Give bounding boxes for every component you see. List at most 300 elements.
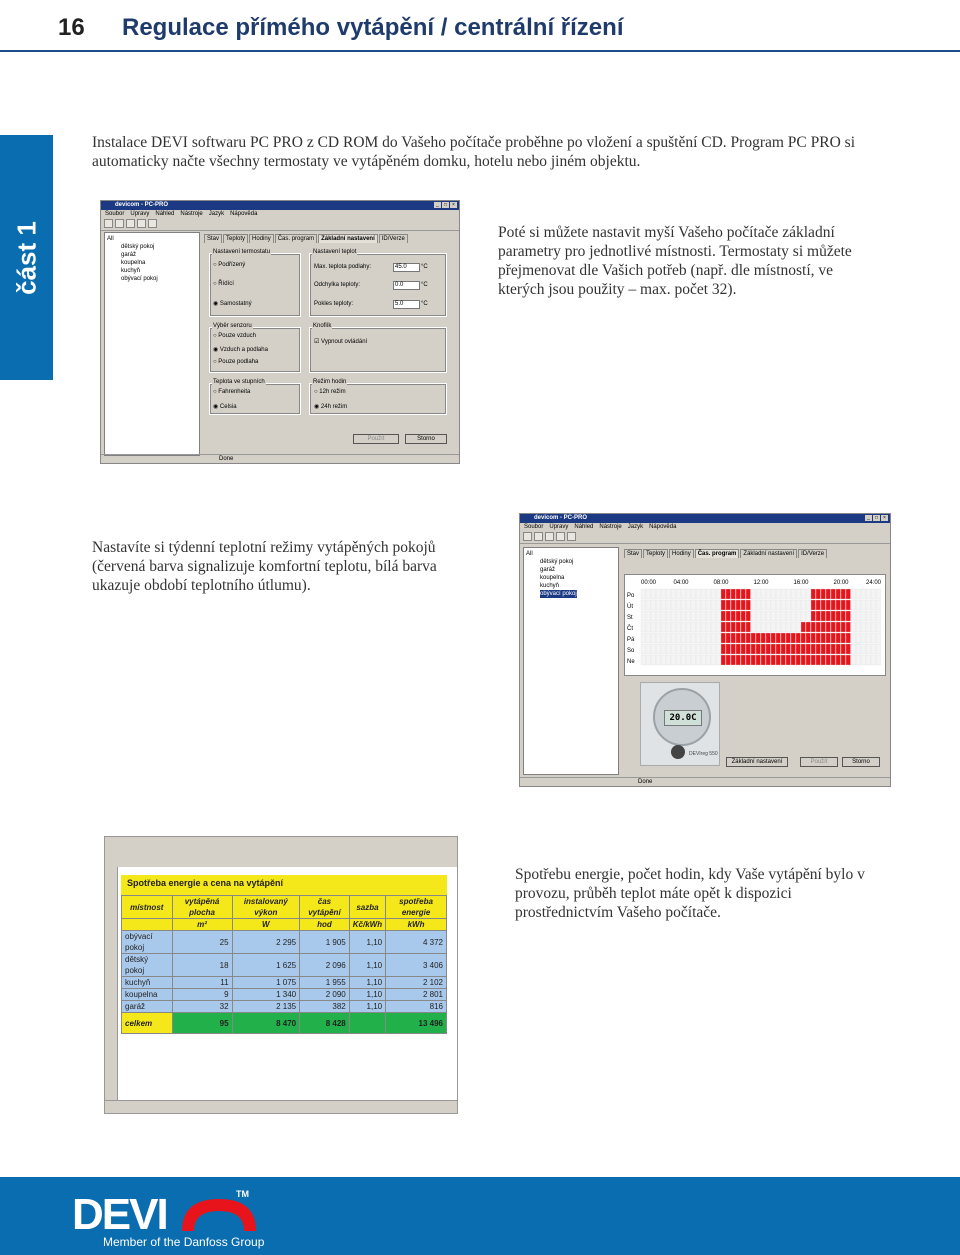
schedule-cell[interactable] xyxy=(806,622,811,632)
schedule-cell[interactable] xyxy=(781,600,786,610)
schedule-cell[interactable] xyxy=(651,589,656,599)
schedule-cell[interactable] xyxy=(656,644,661,654)
schedule-cell[interactable] xyxy=(846,655,851,665)
schedule-cell[interactable] xyxy=(726,633,731,643)
schedule-cell[interactable] xyxy=(686,644,691,654)
schedule-cell[interactable] xyxy=(761,622,766,632)
schedule-cell[interactable] xyxy=(656,622,661,632)
schedule-cell[interactable] xyxy=(811,600,816,610)
tree-item-selected[interactable]: obývací pokoj xyxy=(540,591,577,597)
schedule-cell[interactable] xyxy=(766,655,771,665)
schedule-cell[interactable] xyxy=(796,644,801,654)
schedule-cell[interactable] xyxy=(796,622,801,632)
schedule-cell[interactable] xyxy=(656,600,661,610)
schedule-cell[interactable] xyxy=(661,622,666,632)
schedule-cell[interactable] xyxy=(791,589,796,599)
schedule-cell[interactable] xyxy=(751,644,756,654)
schedule-cell[interactable] xyxy=(756,622,761,632)
schedule-cell[interactable] xyxy=(841,589,846,599)
schedule-cell[interactable] xyxy=(841,622,846,632)
schedule-cell[interactable] xyxy=(776,611,781,621)
schedule-cell[interactable] xyxy=(791,644,796,654)
schedule-cell[interactable] xyxy=(701,600,706,610)
schedule-cell[interactable] xyxy=(831,633,836,643)
schedule-cell[interactable] xyxy=(856,600,861,610)
schedule-cell[interactable] xyxy=(651,655,656,665)
tab-temperatures[interactable]: Teploty xyxy=(223,234,248,243)
schedule-cell[interactable] xyxy=(671,655,676,665)
schedule-cell[interactable] xyxy=(781,655,786,665)
schedule-cell[interactable] xyxy=(711,589,716,599)
schedule-cell[interactable] xyxy=(866,644,871,654)
schedule-cell[interactable] xyxy=(646,622,651,632)
schedule-cell[interactable] xyxy=(776,633,781,643)
schedule-cell[interactable] xyxy=(651,622,656,632)
tree-item[interactable]: koupelna xyxy=(540,575,565,581)
schedule-cell[interactable] xyxy=(866,622,871,632)
option-air-only[interactable]: ○ Pouze vzduch xyxy=(213,333,256,339)
schedule-cell[interactable] xyxy=(671,622,676,632)
schedule-cell[interactable] xyxy=(641,600,646,610)
schedule-cell[interactable] xyxy=(841,600,846,610)
schedule-cell[interactable] xyxy=(851,655,856,665)
schedule-cell[interactable] xyxy=(686,633,691,643)
schedule-cell[interactable] xyxy=(786,655,791,665)
schedule-cell[interactable] xyxy=(691,644,696,654)
schedule-cell[interactable] xyxy=(831,611,836,621)
schedule-cell[interactable] xyxy=(766,622,771,632)
option-24h[interactable]: ◉ 24h režim xyxy=(314,404,348,410)
schedule-cell[interactable] xyxy=(816,600,821,610)
schedule-cell[interactable] xyxy=(831,622,836,632)
schedule-cell[interactable] xyxy=(876,600,881,610)
schedule-cell[interactable] xyxy=(846,633,851,643)
schedule-cell[interactable] xyxy=(796,611,801,621)
schedule-cell[interactable] xyxy=(661,655,666,665)
open-icon[interactable] xyxy=(534,532,543,541)
schedule-cell[interactable] xyxy=(761,655,766,665)
schedule-cell[interactable] xyxy=(786,633,791,643)
option-master[interactable]: ○ Řídící xyxy=(213,281,234,287)
schedule-cell[interactable] xyxy=(721,611,726,621)
schedule-cell[interactable] xyxy=(651,600,656,610)
schedule-cell[interactable] xyxy=(856,655,861,665)
option-floor-only[interactable]: ○ Pouze podlaha xyxy=(213,359,259,365)
tree-item[interactable]: garáž xyxy=(121,252,137,258)
schedule-cell[interactable] xyxy=(781,622,786,632)
schedule-cell[interactable] xyxy=(731,655,736,665)
schedule-cell[interactable] xyxy=(736,600,741,610)
schedule-cell[interactable] xyxy=(701,644,706,654)
schedule-cell[interactable] xyxy=(701,611,706,621)
menu-item-help[interactable]: Nápověda xyxy=(230,211,258,217)
schedule-cell[interactable] xyxy=(671,600,676,610)
schedule-cell[interactable] xyxy=(681,633,686,643)
schedule-cell[interactable] xyxy=(666,644,671,654)
schedule-cell[interactable] xyxy=(851,633,856,643)
schedule-cell[interactable] xyxy=(826,622,831,632)
schedule-cell[interactable] xyxy=(846,589,851,599)
schedule-cell[interactable] xyxy=(706,622,711,632)
schedule-cell[interactable] xyxy=(801,655,806,665)
schedule-cell[interactable] xyxy=(816,655,821,665)
tab-status[interactable]: Stav xyxy=(624,549,642,558)
schedule-cell[interactable] xyxy=(716,589,721,599)
schedule-cell[interactable] xyxy=(656,589,661,599)
schedule-cell[interactable] xyxy=(676,633,681,643)
new-icon[interactable] xyxy=(104,219,113,228)
schedule-cell[interactable] xyxy=(746,655,751,665)
schedule-cell[interactable] xyxy=(681,655,686,665)
schedule-cell[interactable] xyxy=(641,655,646,665)
schedule-cell[interactable] xyxy=(796,655,801,665)
schedule-cell[interactable] xyxy=(791,633,796,643)
schedule-cell[interactable] xyxy=(666,589,671,599)
tab-schedule[interactable]: Čas. program xyxy=(275,234,317,243)
schedule-cell[interactable] xyxy=(746,611,751,621)
schedule-cell[interactable] xyxy=(661,600,666,610)
schedule-cell[interactable] xyxy=(721,589,726,599)
schedule-cell[interactable] xyxy=(711,622,716,632)
option-standalone[interactable]: ◉ Samostatný xyxy=(213,301,252,307)
save-icon[interactable] xyxy=(126,219,135,228)
schedule-cell[interactable] xyxy=(811,611,816,621)
schedule-cell[interactable] xyxy=(836,611,841,621)
schedule-cell[interactable] xyxy=(826,611,831,621)
minimize-icon[interactable]: _ xyxy=(865,515,872,521)
schedule-cell[interactable] xyxy=(671,611,676,621)
schedule-cell[interactable] xyxy=(721,655,726,665)
schedule-cell[interactable] xyxy=(751,589,756,599)
schedule-cell[interactable] xyxy=(666,655,671,665)
schedule-cell[interactable] xyxy=(826,600,831,610)
schedule-cell[interactable] xyxy=(641,589,646,599)
schedule-cell[interactable] xyxy=(686,655,691,665)
schedule-cell[interactable] xyxy=(811,589,816,599)
schedule-cell[interactable] xyxy=(651,611,656,621)
tab-status[interactable]: Stav xyxy=(204,234,222,243)
schedule-cell[interactable] xyxy=(731,589,736,599)
tab-clock[interactable]: Hodiny xyxy=(249,234,274,243)
schedule-cell[interactable] xyxy=(726,622,731,632)
schedule-cell[interactable] xyxy=(796,633,801,643)
schedule-cell[interactable] xyxy=(871,589,876,599)
schedule-cell[interactable] xyxy=(871,611,876,621)
schedule-cell[interactable] xyxy=(701,633,706,643)
schedule-cell[interactable] xyxy=(801,644,806,654)
schedule-cell[interactable] xyxy=(801,589,806,599)
schedule-cell[interactable] xyxy=(731,622,736,632)
schedule-cell[interactable] xyxy=(691,611,696,621)
schedule-cell[interactable] xyxy=(701,655,706,665)
option-12h[interactable]: ○ 12h režim xyxy=(314,389,346,395)
schedule-cell[interactable] xyxy=(746,633,751,643)
schedule-cell[interactable] xyxy=(706,589,711,599)
schedule-cell[interactable] xyxy=(776,655,781,665)
schedule-cell[interactable] xyxy=(861,633,866,643)
option-slave[interactable]: ○ Podřízený xyxy=(213,262,246,268)
schedule-cell[interactable] xyxy=(661,633,666,643)
schedule-cell[interactable] xyxy=(686,600,691,610)
menu-item-language[interactable]: Jazyk xyxy=(627,524,644,530)
schedule-cell[interactable] xyxy=(831,600,836,610)
schedule-cell[interactable] xyxy=(661,611,666,621)
schedule-cell[interactable] xyxy=(676,589,681,599)
schedule-cell[interactable] xyxy=(651,633,656,643)
schedule-cell[interactable] xyxy=(801,611,806,621)
menu-item-view[interactable]: Náhled xyxy=(155,211,175,217)
save-icon[interactable] xyxy=(545,532,554,541)
schedule-cell[interactable] xyxy=(836,600,841,610)
schedule-cell[interactable] xyxy=(696,600,701,610)
schedule-cell[interactable] xyxy=(786,622,791,632)
schedule-cell[interactable] xyxy=(811,644,816,654)
schedule-cell[interactable] xyxy=(806,611,811,621)
help-icon[interactable] xyxy=(567,532,576,541)
tree-item[interactable]: kuchyň xyxy=(540,583,560,589)
cancel-button[interactable]: Storno xyxy=(842,757,880,767)
tree-item[interactable]: garáž xyxy=(540,567,556,573)
schedule-cell[interactable] xyxy=(861,611,866,621)
apply-button[interactable]: Použít xyxy=(353,434,399,444)
schedule-cell[interactable] xyxy=(711,655,716,665)
tree-root[interactable]: All xyxy=(107,236,114,242)
schedule-cell[interactable] xyxy=(746,600,751,610)
minimize-icon[interactable]: _ xyxy=(434,202,441,208)
maximize-icon[interactable]: □ xyxy=(874,515,879,521)
schedule-cell[interactable] xyxy=(671,589,676,599)
tree-item[interactable]: dětský pokoj xyxy=(121,244,155,250)
schedule-cell[interactable] xyxy=(806,600,811,610)
schedule-cell[interactable] xyxy=(826,589,831,599)
schedule-cell[interactable] xyxy=(711,611,716,621)
schedule-cell[interactable] xyxy=(791,600,796,610)
schedule-cell[interactable] xyxy=(681,611,686,621)
print-icon[interactable] xyxy=(137,219,146,228)
schedule-cell[interactable] xyxy=(646,600,651,610)
schedule-cell[interactable] xyxy=(846,611,851,621)
schedule-cell[interactable] xyxy=(761,611,766,621)
close-icon[interactable]: × xyxy=(450,202,457,208)
schedule-cell[interactable] xyxy=(691,589,696,599)
schedule-cell[interactable] xyxy=(746,644,751,654)
schedule-cell[interactable] xyxy=(656,633,661,643)
menu-item-tools[interactable]: Nástroje xyxy=(599,524,622,530)
schedule-cell[interactable] xyxy=(786,644,791,654)
schedule-cell[interactable] xyxy=(841,644,846,654)
schedule-cell[interactable] xyxy=(721,622,726,632)
schedule-cell[interactable] xyxy=(841,655,846,665)
schedule-cell[interactable] xyxy=(681,622,686,632)
menu-item-edit[interactable]: Úpravy xyxy=(130,211,150,217)
schedule-cell[interactable] xyxy=(831,589,836,599)
schedule-cell[interactable] xyxy=(796,589,801,599)
schedule-cell[interactable] xyxy=(786,589,791,599)
schedule-cell[interactable] xyxy=(861,644,866,654)
schedule-cell[interactable] xyxy=(876,644,881,654)
schedule-cell[interactable] xyxy=(681,644,686,654)
schedule-cell[interactable] xyxy=(856,633,861,643)
option-celsius[interactable]: ◉ Celsia xyxy=(213,404,237,410)
schedule-cell[interactable] xyxy=(851,644,856,654)
schedule-cell[interactable] xyxy=(746,622,751,632)
schedule-cell[interactable] xyxy=(656,611,661,621)
schedule-cell[interactable] xyxy=(766,600,771,610)
new-icon[interactable] xyxy=(523,532,532,541)
schedule-cell[interactable] xyxy=(726,644,731,654)
schedule-cell[interactable] xyxy=(706,655,711,665)
menu-item-file[interactable]: Soubor xyxy=(524,524,544,530)
schedule-cell[interactable] xyxy=(696,644,701,654)
schedule-cell[interactable] xyxy=(646,633,651,643)
schedule-cell[interactable] xyxy=(706,644,711,654)
schedule-cell[interactable] xyxy=(691,655,696,665)
basic-settings-button[interactable]: Základní nastavení xyxy=(726,757,788,767)
tab-clock[interactable]: Hodiny xyxy=(669,549,694,558)
schedule-cell[interactable] xyxy=(701,622,706,632)
schedule-cell[interactable] xyxy=(876,655,881,665)
schedule-cell[interactable] xyxy=(736,622,741,632)
schedule-cell[interactable] xyxy=(731,633,736,643)
schedule-cell[interactable] xyxy=(691,600,696,610)
schedule-cell[interactable] xyxy=(756,611,761,621)
schedule-cell[interactable] xyxy=(851,600,856,610)
schedule-cell[interactable] xyxy=(816,611,821,621)
disable-control-checkbox[interactable]: ☑ Vypnout ovládání xyxy=(314,339,368,345)
schedule-cell[interactable] xyxy=(806,633,811,643)
schedule-cell[interactable] xyxy=(716,611,721,621)
apply-button[interactable]: Použít xyxy=(800,757,838,767)
schedule-cell[interactable] xyxy=(771,655,776,665)
schedule-cell[interactable] xyxy=(666,611,671,621)
schedule-cell[interactable] xyxy=(721,644,726,654)
schedule-cell[interactable] xyxy=(806,589,811,599)
schedule-cell[interactable] xyxy=(836,589,841,599)
schedule-cell[interactable] xyxy=(851,611,856,621)
schedule-cell[interactable] xyxy=(756,589,761,599)
schedule-cell[interactable] xyxy=(801,600,806,610)
schedule-cell[interactable] xyxy=(646,589,651,599)
schedule-cell[interactable] xyxy=(741,633,746,643)
schedule-cell[interactable] xyxy=(771,644,776,654)
maximize-icon[interactable]: □ xyxy=(443,202,448,208)
menu-item-view[interactable]: Náhled xyxy=(574,524,594,530)
schedule-cell[interactable] xyxy=(721,600,726,610)
schedule-cell[interactable] xyxy=(671,644,676,654)
schedule-cell[interactable] xyxy=(666,633,671,643)
schedule-cell[interactable] xyxy=(736,655,741,665)
cancel-button[interactable]: Storno xyxy=(405,434,447,444)
schedule-cell[interactable] xyxy=(671,633,676,643)
schedule-cell[interactable] xyxy=(861,600,866,610)
schedule-cell[interactable] xyxy=(696,655,701,665)
schedule-cell[interactable] xyxy=(691,622,696,632)
schedule-cell[interactable] xyxy=(811,633,816,643)
schedule-cell[interactable] xyxy=(871,655,876,665)
schedule-cell[interactable] xyxy=(726,655,731,665)
menu-item-file[interactable]: Soubor xyxy=(105,211,125,217)
help-icon[interactable] xyxy=(148,219,157,228)
schedule-cell[interactable] xyxy=(856,644,861,654)
tree-item[interactable]: kuchyň xyxy=(121,268,141,274)
schedule-cell[interactable] xyxy=(801,633,806,643)
schedule-cell[interactable] xyxy=(841,633,846,643)
schedule-cell[interactable] xyxy=(726,611,731,621)
schedule-cell[interactable] xyxy=(741,622,746,632)
schedule-cell[interactable] xyxy=(861,655,866,665)
schedule-cell[interactable] xyxy=(761,600,766,610)
schedule-cell[interactable] xyxy=(656,655,661,665)
schedule-cell[interactable] xyxy=(771,600,776,610)
schedule-cell[interactable] xyxy=(771,589,776,599)
schedule-cell[interactable] xyxy=(766,633,771,643)
schedule-cell[interactable] xyxy=(866,600,871,610)
schedule-cell[interactable] xyxy=(756,644,761,654)
schedule-cell[interactable] xyxy=(751,611,756,621)
schedule-cell[interactable] xyxy=(751,633,756,643)
tab-basic-settings[interactable]: Základní nastavení xyxy=(318,234,378,243)
schedule-cell[interactable] xyxy=(876,622,881,632)
schedule-cell[interactable] xyxy=(836,644,841,654)
schedule-cell[interactable] xyxy=(691,633,696,643)
menu-item-language[interactable]: Jazyk xyxy=(208,211,225,217)
schedule-cell[interactable] xyxy=(756,600,761,610)
schedule-cell[interactable] xyxy=(721,633,726,643)
schedule-cell[interactable] xyxy=(676,611,681,621)
schedule-cell[interactable] xyxy=(781,644,786,654)
schedule-cell[interactable] xyxy=(746,589,751,599)
schedule-cell[interactable] xyxy=(696,589,701,599)
schedule-cell[interactable] xyxy=(831,644,836,654)
schedule-cell[interactable] xyxy=(661,589,666,599)
schedule-cell[interactable] xyxy=(731,600,736,610)
schedule-cell[interactable] xyxy=(841,611,846,621)
schedule-cell[interactable] xyxy=(706,633,711,643)
setback-input[interactable]: 5.0 xyxy=(393,300,420,309)
schedule-cell[interactable] xyxy=(821,589,826,599)
schedule-cell[interactable] xyxy=(861,622,866,632)
schedule-cell[interactable] xyxy=(871,644,876,654)
schedule-cell[interactable] xyxy=(741,611,746,621)
schedule-cell[interactable] xyxy=(676,622,681,632)
schedule-cell[interactable] xyxy=(756,655,761,665)
schedule-cell[interactable] xyxy=(846,644,851,654)
schedule-cell[interactable] xyxy=(861,589,866,599)
offset-input[interactable]: 0.0 xyxy=(393,281,420,290)
schedule-cell[interactable] xyxy=(696,633,701,643)
schedule-cell[interactable] xyxy=(666,600,671,610)
schedule-cell[interactable] xyxy=(716,633,721,643)
schedule-cell[interactable] xyxy=(781,633,786,643)
schedule-cell[interactable] xyxy=(741,655,746,665)
schedule-cell[interactable] xyxy=(826,655,831,665)
schedule-cell[interactable] xyxy=(821,633,826,643)
schedule-cell[interactable] xyxy=(791,655,796,665)
schedule-cell[interactable] xyxy=(816,633,821,643)
schedule-cell[interactable] xyxy=(741,600,746,610)
tab-temperatures[interactable]: Teploty xyxy=(643,549,668,558)
tree-item[interactable]: obývací pokoj xyxy=(121,276,158,282)
schedule-cell[interactable] xyxy=(711,644,716,654)
schedule-cell[interactable] xyxy=(871,600,876,610)
schedule-cell[interactable] xyxy=(641,644,646,654)
schedule-cell[interactable] xyxy=(866,655,871,665)
schedule-cell[interactable] xyxy=(786,611,791,621)
schedule-cell[interactable] xyxy=(801,622,806,632)
schedule-cell[interactable] xyxy=(866,633,871,643)
schedule-cell[interactable] xyxy=(776,622,781,632)
schedule-cell[interactable] xyxy=(811,622,816,632)
